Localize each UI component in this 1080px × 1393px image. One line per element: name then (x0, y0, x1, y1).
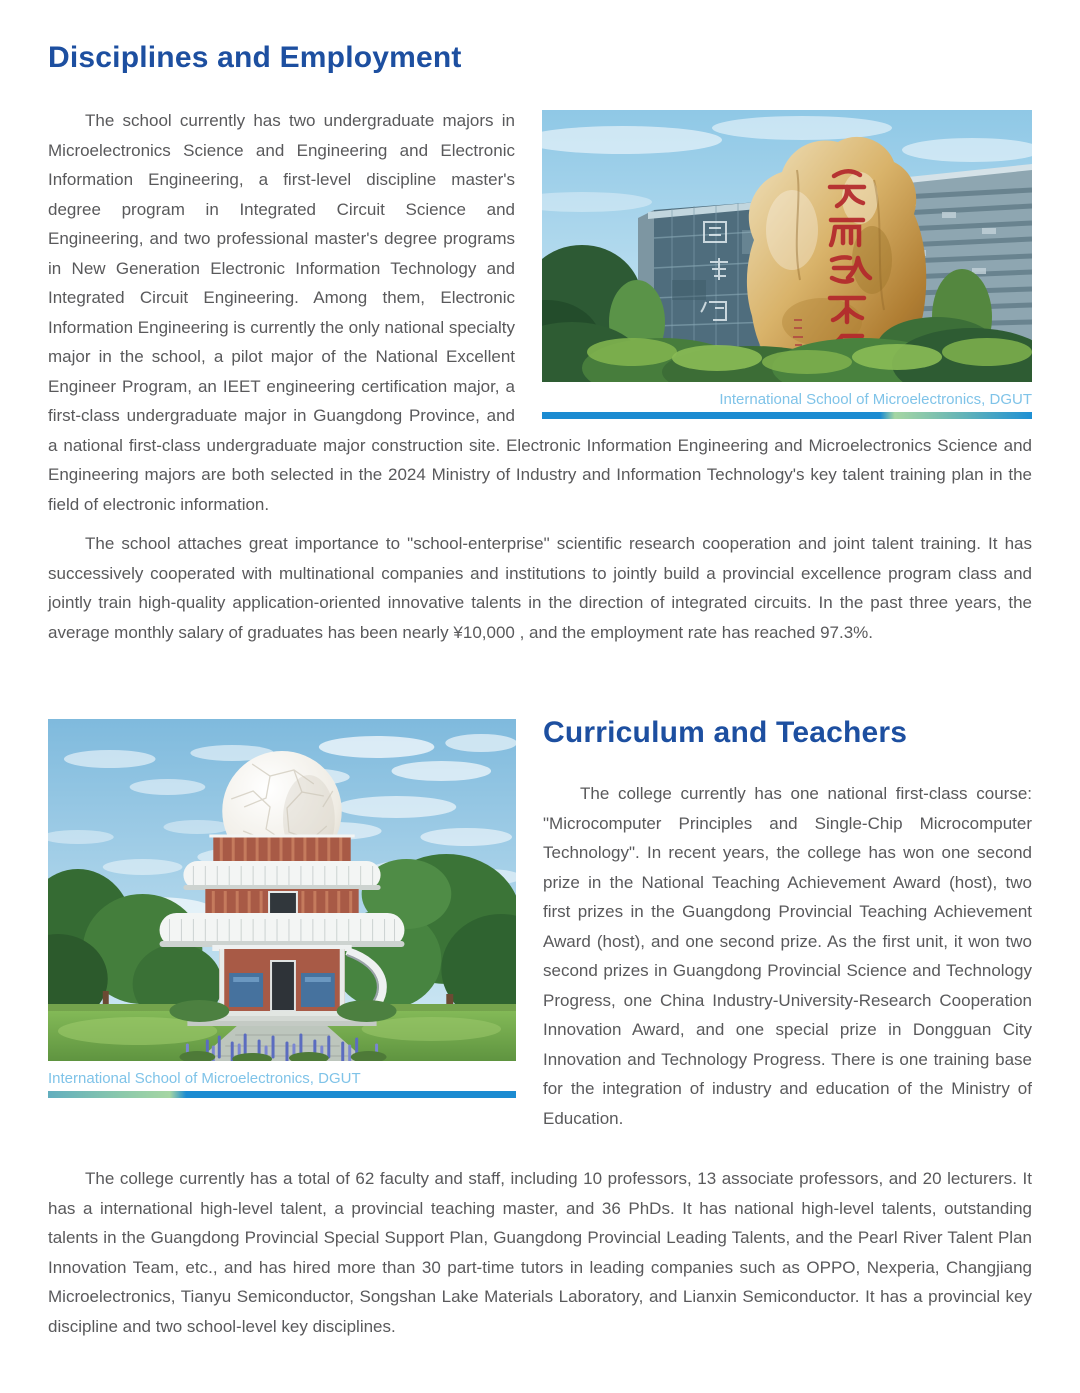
section-disciplines-and-employment (48, 40, 1032, 647)
section-title-disciplines: Disciplines and Employment (48, 41, 462, 74)
photo-campus-rock (542, 110, 1032, 382)
section-curriculum-and-teachers (48, 715, 1032, 1341)
lower-balcony-ring (160, 913, 405, 947)
campus-rock-illustration (542, 110, 1032, 382)
photo-dome-building (48, 719, 516, 1061)
figure-caption: International School of Microelectronics, DGUT (48, 1070, 361, 1087)
caption-underline-bar (542, 412, 1032, 419)
section-title-curriculum: Curriculum and Teachers (543, 716, 908, 749)
paragraph-disciplines-1: The school currently has two undergraduate majors in Microelectronics Science and Engineering and Electronic Information Engineering, a first-level discipline master's degree program in Integrated Circuit Science and Engineering, and two professional master's degree programs in New Generation Electronic Information Technology and Integrated Circuit Engineering. Among them, Electronic Information Engineering is currently the only national specialty major in the school, a pilot major of the National Excellent Engineer Program, an IEET engineering certification major, a first-class undergraduate major in Guangdong Province, and a national first-class undergraduate major construction site. Electronic Information Engineering and Microelectronics Science and Engineering majors are both selected in the 2024 Ministry of Industry and Information Technology's key talent training plan in the field of electronic information. (48, 111, 1032, 514)
figure-campus-rock (542, 110, 1032, 419)
dome-building-illustration (48, 719, 516, 1061)
paragraph-curriculum-1: The college currently has one national first-class course: "Microcomputer Principles and Single-Chip Microcomputer Technology". In recent years, the college has won one second prize in the National Teaching Achievement Award (host), two first prizes in the Guangdong Provincial Teaching Achievement Award (host), and one second prize. As the first unit, it won two second prizes in Guangdong Provincial Science and Technology Progress, one China Industry-University-Research Cooperation Innovation Award, and one special prize in Dongguan City Innovation and Technology Progress. There is one training base for the integration of industry and education of the Ministry of Education. (543, 784, 1032, 1128)
caption-underline-bar (48, 1091, 516, 1098)
upper-balcony-ring (183, 861, 380, 890)
figure-caption: International School of Microelectronics, DGUT (719, 391, 1032, 408)
paragraph-curriculum-2: The college currently has a total of 62 faculty and staff, including 10 professors, 13 associate professors, and 20 lecturers. It has a international high-level talent, a provincial teaching master, and 36 PhDs. It has national high-level talents, outstanding talents in the Guangdong Provincial Special Support Plan, Guangdong Provincial Leading Talents, and the Pearl River Talent Plan Innovation Team, etc., and has hired more than 30 part-time tutors in leading companies such as OPPO, Nexperia, Changjiang Microelectronics, Tianyu Semiconductor, Songshan Lake Materials Laboratory, and Lianxin Semiconductor. It has a provincial key discipline and two school-level key disciplines. (48, 1169, 1032, 1336)
ground-floor (212, 945, 351, 1011)
figure-dome-building (48, 719, 516, 1098)
paragraph-disciplines-2: The school attaches great importance to "school-enterprise" scientific research cooperation and joint talent training. It has successively cooperated with multinational companies and institutions to jointly build a provincial excellence program class and jointly train high-quality application-oriented innovative talents in the direction of integrated circuits. In the past three years, the average monthly salary of graduates has been nearly ¥10,000 , and the employment rate has reached 97.3%. (48, 534, 1032, 642)
middle-drum (205, 889, 358, 917)
